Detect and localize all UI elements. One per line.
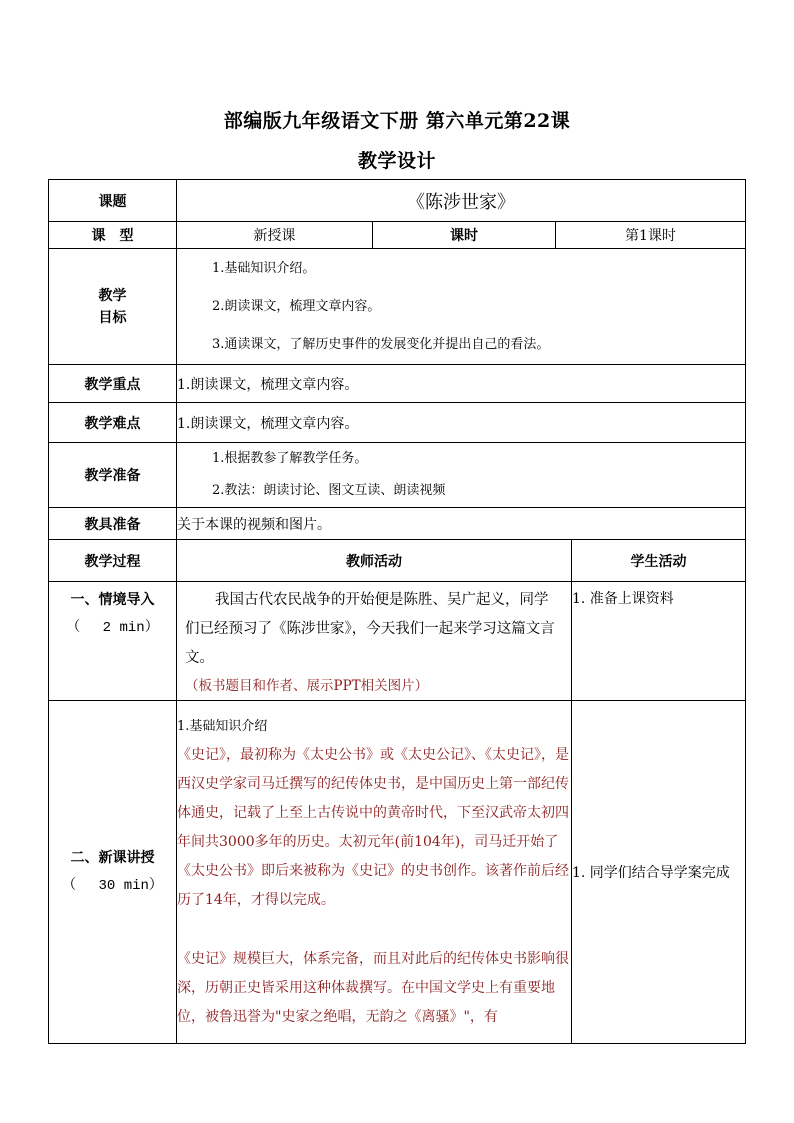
stage-2-paragraph-2: 《史记》规模巨大，体系完备，而且对此后的纪传体史书影响很深，历朝正史皆采用这种体裁撰写。在中国文学史上有重要地位，被鲁迅誉为"史家之绝唱，无韵之《离骚》"，有 [177, 951, 569, 1025]
table-row-type [49, 222, 746, 249]
stage-1-teacher-text: 我国古代农民战争的开始便是陈胜、吴广起义，同学们已经预习了《陈涉世家》，今天我们一起来学习这篇文言文。 [185, 592, 555, 666]
stage-2-teacher-cell [177, 701, 572, 1044]
goal-item: 2.朗读课文，梳理文章内容。 [212, 298, 381, 314]
stage-2-name: 二、新课讲授 [70, 850, 155, 866]
table-row-difficulties [49, 403, 746, 443]
process-label: 教学过程 [49, 540, 177, 582]
goals-label-line-2: 目标 [98, 309, 127, 326]
topic-value: 《陈涉世家》 [177, 180, 746, 222]
key-label: 教学重点 [49, 365, 177, 403]
table-row-tools [49, 508, 746, 540]
document-subtitle: 教学设计 [357, 150, 436, 172]
lesson-plan-table [48, 179, 746, 1044]
stage-1-time: （ 2 min） [66, 620, 159, 636]
goals-label-line-1: 教学 [98, 287, 127, 304]
prep-item: 1.根据教参了解教学任务。 [212, 451, 368, 466]
difficult-label: 教学难点 [49, 403, 177, 443]
type-value: 新授课 [177, 222, 373, 249]
topic-label: 课题 [49, 180, 177, 222]
prep-item: 2.教法：朗读讨论、图文互读、朗读视频 [212, 483, 446, 498]
stage-1-student-activity: 1. 准备上课资料 [572, 582, 746, 701]
paragraph-gap [177, 915, 571, 945]
goals-cell [177, 249, 746, 365]
stage-2-paragraph-1: 《史记》，最初称为《太史公书》或《太史公记》、《太史记》，是西汉史学家司马迁撰写的纪传体史书，是中国历史上第一部纪传体通史，记载了上至上古传说中的黄帝时代，下至汉武帝太初四年间共3000多年的历史。太初元年(前104年)，司马迁开始了《太史公书》即后来被称为《史记》的史书创作。该著作前后经历了14年，才得以完成。 [177, 747, 569, 908]
table-row-key-points [49, 365, 746, 403]
document-title: 部编版九年级语文下册 第六单元第22课 [223, 110, 571, 132]
stage-2-time: （ 30 min） [62, 878, 163, 894]
teacher-activity-header: 教师活动 [177, 540, 572, 582]
prep-cell [177, 443, 746, 508]
stage-1-name: 一、情境导入 [70, 592, 155, 608]
table-row-stage-2 [49, 701, 746, 1044]
table-row-preparation [49, 443, 746, 508]
stage-2-student-activity: 1. 同学们结合导学案完成 [572, 701, 746, 1044]
type-label: 课 型 [49, 222, 177, 249]
stage-2-name-cell [49, 701, 177, 1044]
prep-label: 教学准备 [49, 443, 177, 508]
table-row-goals [49, 249, 746, 365]
tools-label: 教具准备 [49, 508, 177, 540]
stage-2-heading: 1.基础知识介绍 [177, 719, 268, 734]
difficult-value: 1.朗读课文，梳理文章内容。 [177, 403, 746, 443]
table-row-process-header [49, 540, 746, 582]
key-value: 1.朗读课文，梳理文章内容。 [177, 365, 746, 403]
goal-item: 1.基础知识介绍。 [212, 260, 316, 276]
stage-1-name-cell [49, 582, 177, 701]
hours-value: 第1课时 [556, 222, 746, 249]
goals-label [49, 249, 177, 365]
student-activity-header: 学生活动 [572, 540, 746, 582]
tools-value: 关于本课的视频和图片。 [177, 508, 746, 540]
stage-1-teacher-note: （板书题目和作者、展示PPT相关图片） [185, 678, 429, 694]
table-row-stage-1 [49, 582, 746, 701]
stage-1-teacher-cell [177, 582, 572, 701]
table-row-topic [49, 180, 746, 222]
goal-item: 3.通读课文，了解历史事件的发展变化并提出自己的看法。 [212, 336, 550, 352]
hours-label: 课时 [373, 222, 556, 249]
